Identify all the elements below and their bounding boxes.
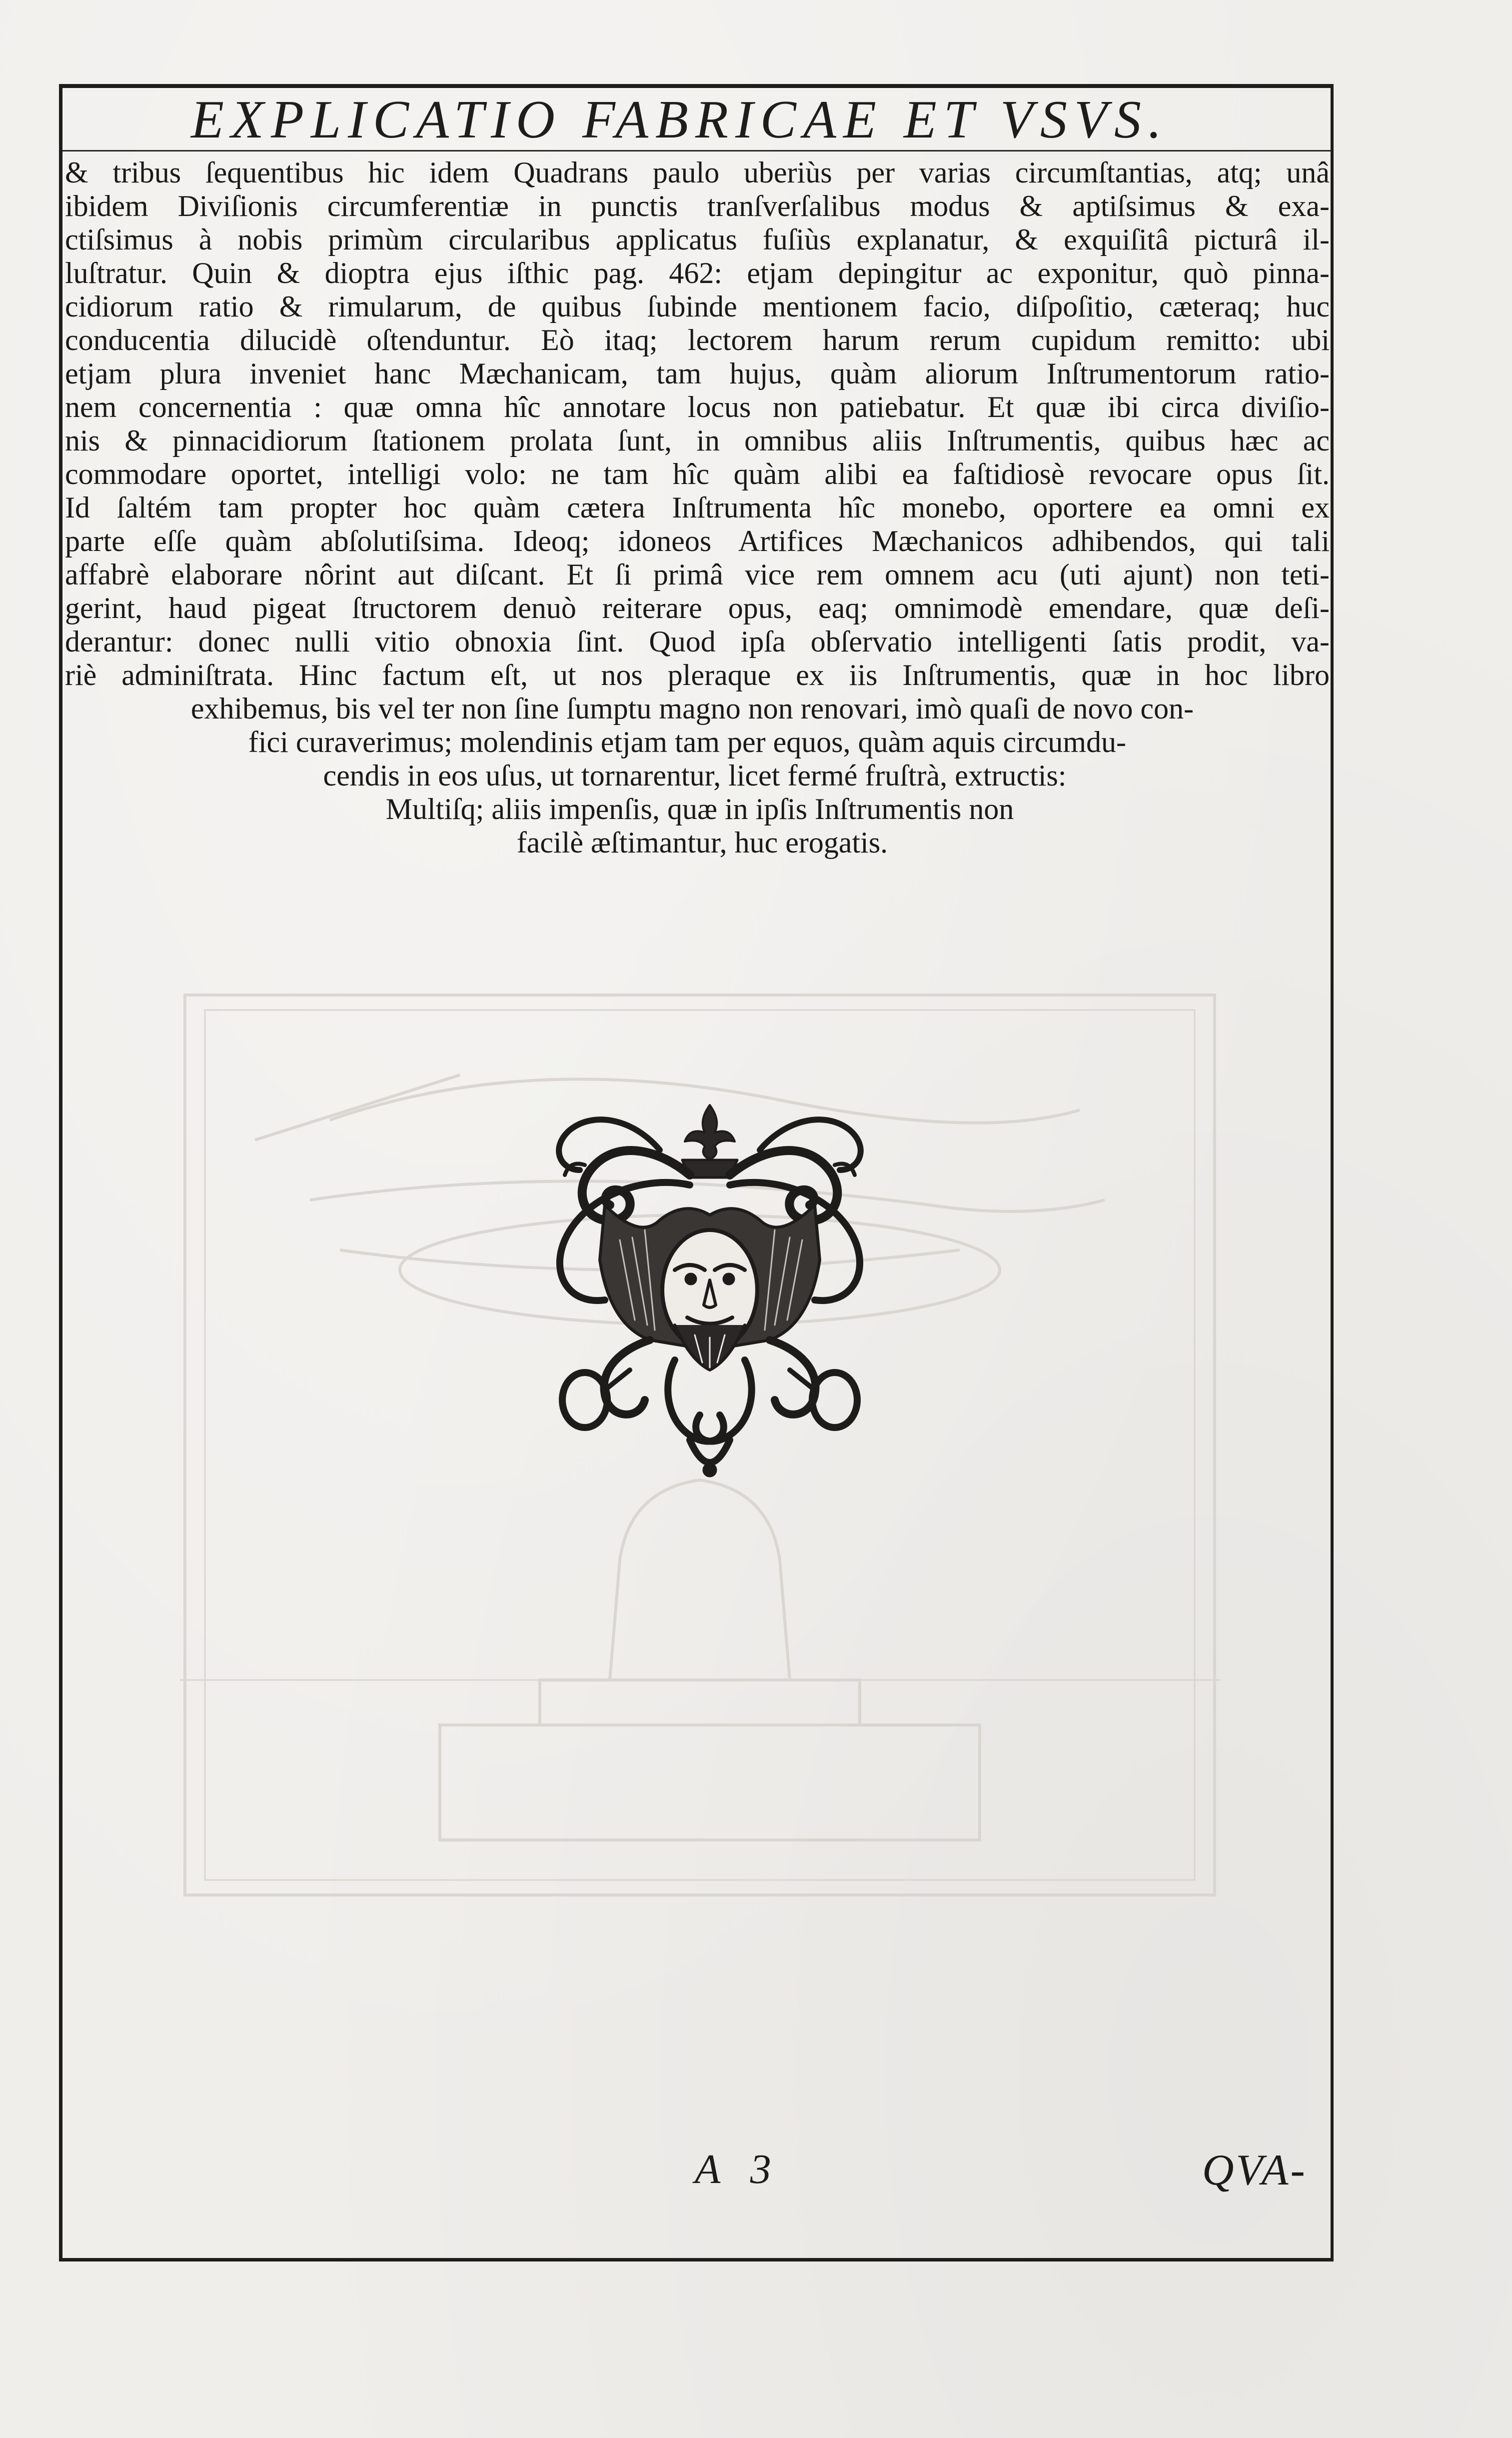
- text-line-tail: facilè æſtimantur, huc erogatis.: [516, 826, 888, 859]
- text-line: cidiorum ratio & rimularum, de quibus ſubinde mentionem facio, diſpoſitio, cæteraq; huc: [65, 290, 1330, 323]
- text-line: ctiſsimus à nobis primùm circularibus applicatus fuſiùs explanatur, & exquiſitâ picturâ il-: [65, 223, 1330, 256]
- text-line: gerint, haud pigeat ſtructorem denuò reiterare opus, eaq; omnimodè emendare, quæ deſi-: [65, 592, 1330, 624]
- text-line: commodare oportet, intelligi volo: ne tam hîc quàm alibi ea faſtidiosè revocare opus ſit.: [65, 458, 1330, 490]
- text-line: luſtratur. Quin & dioptra ejus iſthic pag. 462: etjam depingitur ac exponitur, quò pinna-: [65, 256, 1330, 290]
- text-line: & tribus ſequentibus hic idem Quadrans paulo uberiùs per varias circumſtantias, atq; unâ: [65, 156, 1330, 189]
- text-line-tail: exhibemus, bis vel ter non ſine ſumptu magno non renovari, imò quaſi de novo con-: [190, 692, 1194, 725]
- text-line-tail: cendis in eos uſus, ut tornarentur, licet fermé fruſtrà, extructis:: [323, 759, 1067, 792]
- text-line: etjam plura inveniet hanc Mæchanicam, tam hujus, quàm aliorum Inſtrumentorum ratio-: [65, 357, 1330, 390]
- text-line: nem concernentia : quæ omna hîc annotare locus non patiebatur. Et quæ ibi circa diviſio-: [65, 390, 1330, 424]
- text-line: parte eſſe quàm abſolutiſsima. Ideoq; idoneos Artifices Mæchanicos adhibendos, qui tali: [65, 524, 1330, 558]
- catchword: QVA-: [1202, 2146, 1307, 2194]
- main-text: [65, 156, 1330, 860]
- text-line: conducentia dilucidè oſtenduntur. Eò itaq; lectorem harum rerum cupidum remitto: ubi: [65, 324, 1330, 356]
- running-head: EXPLICATIO FABRICAE ET VSVS.: [191, 90, 1169, 150]
- text-line-tail: fici curaverimus; molendinis etjam tam per equos, quàm aquis circumdu-: [248, 726, 1127, 758]
- text-line: Id ſaltém tam propter hoc quàm cætera Inſtrumenta hîc monebo, oportere ea omni ex: [65, 491, 1330, 524]
- text-line: ibidem Diviſionis circumferentiæ in punctis tranſverſalibus modus & aptiſsimus & exa-: [65, 190, 1330, 222]
- header-rule: [62, 150, 1332, 152]
- text-line-tail: Multiſq; aliis impenſis, quæ in ipſis Inſtrumentis non: [385, 792, 1014, 826]
- signature-mark: A 3: [695, 2146, 781, 2192]
- text-line: riè adminiſtrata. Hinc factum eſt, ut nos pleraque ex iis Inſtrumentis, quæ in hoc libro: [65, 658, 1330, 692]
- text-line: nis & pinnacidiorum ſtationem prolata ſunt, in omnibus aliis Inſtrumentis, quibus hæc ac: [65, 424, 1330, 457]
- text-line: affabrè elaborare nôrint aut diſcant. Et ſi primâ vice rem omnem acu (uti ajunt) non teti-: [65, 558, 1330, 591]
- text-line: derantur: donec nulli vitio obnoxia ſint. Quod ipſa obſervatio intelligenti ſatis prodit, va-: [65, 625, 1330, 658]
- mask-ornament: [510, 1090, 910, 1490]
